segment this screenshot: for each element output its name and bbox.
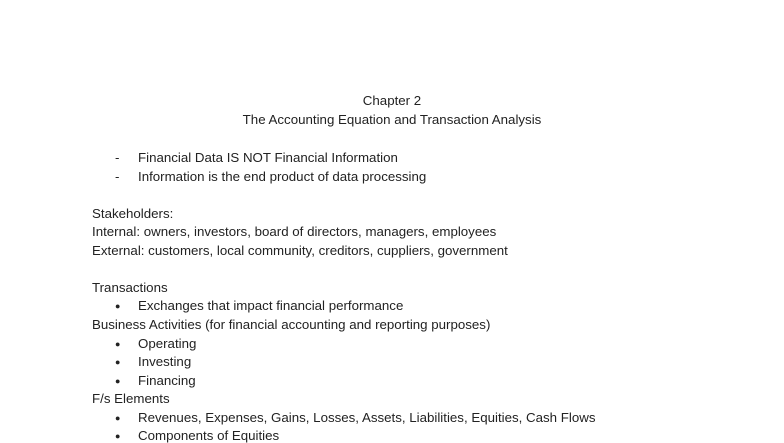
list-item	[115, 298, 403, 313]
bullet-icon: ●	[115, 431, 121, 441]
bullet-icon: ●	[115, 339, 121, 349]
dash-marker: -	[115, 150, 120, 165]
intro-point-text: Information is the end product of data processing	[138, 169, 427, 184]
list-item-text: Components of Equities	[138, 428, 280, 443]
bullet-icon: ●	[115, 357, 121, 367]
fs-elements-label: F/s Elements	[92, 391, 170, 406]
business-activities-label: Business Activities (for financial accounting and reporting purposes)	[92, 317, 491, 332]
stakeholders-label: Stakeholders:	[92, 206, 174, 221]
list-item-text: Financing	[138, 373, 196, 388]
list-item	[115, 354, 191, 369]
list-item-text: Investing	[138, 354, 192, 369]
list-item-text: Operating	[138, 336, 197, 351]
external-stakeholders: External: customers, local community, creditors, cuppliers, government	[92, 243, 508, 258]
intro-point-text: Financial Data IS NOT Financial Information	[138, 150, 398, 165]
list-item-text: Revenues, Expenses, Gains, Losses, Assets, Liabilities, Equities, Cash Flows	[138, 410, 596, 425]
transactions-label: Transactions	[92, 280, 168, 295]
list-item	[115, 373, 196, 388]
list-item	[115, 336, 196, 351]
chapter-number: Chapter 2	[362, 93, 422, 108]
chapter-title: The Accounting Equation and Transaction Analysis	[242, 112, 542, 127]
list-item-text: Exchanges that impact financial performance	[138, 298, 404, 313]
list-item	[115, 410, 595, 425]
internal-stakeholders: Internal: owners, investors, board of directors, managers, employees	[92, 224, 497, 239]
dash-marker: -	[115, 169, 120, 184]
bullet-icon: ●	[115, 301, 121, 311]
intro-point	[115, 150, 398, 165]
bullet-icon: ●	[115, 376, 121, 386]
bullet-icon: ●	[115, 413, 121, 423]
intro-point	[115, 169, 426, 184]
